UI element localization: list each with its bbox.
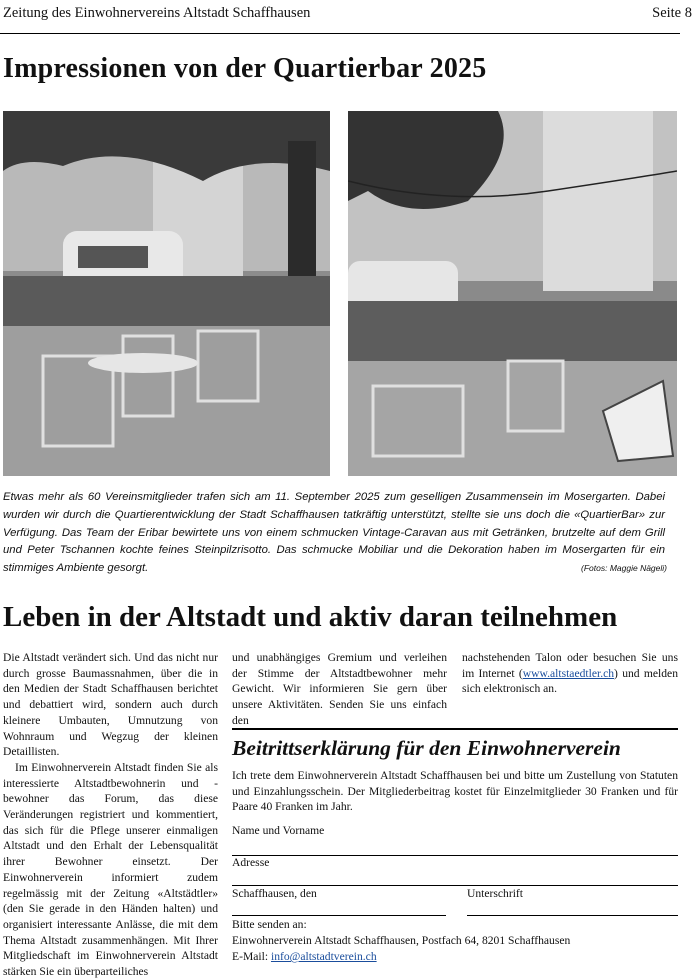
signature-label: Unterschrift xyxy=(467,887,524,900)
header-divider xyxy=(0,33,680,34)
place-date-input-line[interactable] xyxy=(232,915,446,916)
caption-text: Etwas mehr als 60 Vereinsmitglieder trafen sich am 11. September 2025 zum geselligen Zusammensein im Mosergarten. Dabei wurden wir durch die Quartierentwicklung der Stadt Schaffhausen tatkräftig unterstützt, stellte sie uns doch die «QuartierBar» zur Verfügung. Das Team der Eribar bewirtete uns von einem schmucken Vintage-Caravan aus mit Getränken, brutzelte auf dem Grill und Peter Tschannen kochte feines Steinpilzrisotto. Das schmucke Mobiliar und die Dekoration haben im Mosergarten für ein stimmiges Ambiente gesorgt. xyxy=(3,491,665,575)
column3-text-before: nachstehenden Talon oder besuchen Sie uns im Internet ( xyxy=(462,651,678,680)
article-column-3 xyxy=(462,650,678,697)
photo-quartierbar-left xyxy=(3,111,330,476)
form-title: Beitrittserklärung für den Einwohnerverein xyxy=(232,736,621,760)
section-title-impressions: Impressionen von der Quartierbar 2025 xyxy=(3,53,487,84)
photo-quartierbar-right xyxy=(348,111,677,476)
form-top-rule xyxy=(232,728,678,730)
email-link[interactable]: info@altstadtverein.ch xyxy=(270,950,377,963)
name-label: Name und Vorname xyxy=(232,824,325,837)
form-intro: Ich trete dem Einwohnerverein Altstadt Schaffhausen bei und bitte um Zustellung von Statuten und Einzahlungsschein. Der Mitgliederbeitrag kostet für Einzelmitglieder 30 Franken und für Paare 40 Franken im Jahr. xyxy=(232,769,678,814)
article-paragraph xyxy=(462,650,678,697)
send-address: Einwohnerverein Altstadt Schaffhausen, Postfach 64, 8201 Schaffhausen xyxy=(232,934,571,947)
column3-text-after: ) und melden sich elektronisch an. xyxy=(462,666,678,696)
photo-credit: (Fotos: Maggie Nägeli) xyxy=(581,563,667,574)
article-paragraph: Die Altstadt verändert sich. Und das nicht nur durch grosse Baumassnahmen, über die in den Medien der Stadt Schaffhausen berichtet und debattiert wird, sondern auch durch kleinere Umbauten, Umnutzung von Wohnraum und Wegzug der kleinen Detaillisten. xyxy=(3,651,218,759)
send-to-label: Bitte senden an: xyxy=(232,918,307,931)
address-input-line[interactable] xyxy=(232,885,678,886)
signature-input-line[interactable] xyxy=(467,915,678,916)
section-title-altstadt: Leben in der Altstadt und aktiv daran teilnehmen xyxy=(3,601,618,633)
email-label: E-Mail: xyxy=(232,950,271,963)
article-paragraph: Im Einwohnerverein Altstadt finden Sie als interessierte Altstadtbewohnerin und -bewohner das Forum, das diese Veränderungen registriert und kommentiert, das sich für die Pflege unserer einmaligen Altstadt und den Erhalt der Lebensqualität ihrer Bewohner einsetzt. Der Einwohnerverein informiert zudem regelmässig mit der Zeitung «Altstädtler» (den Sie gerade in den Händen halten) und organisiert interessante Anlässe, die mit dem Thema Altstadt zusammenhängen. Mit Ihrer Mitgliedschaft im Einwohnerverein Altstadt stärken Sie ein überparteiliches xyxy=(3,760,218,979)
website-link[interactable]: www.altstaedtler.ch xyxy=(522,666,615,680)
email-line xyxy=(232,950,377,963)
article-paragraph: und unabhängiges Gremium und verleihen der Stimme der Altstadtbewohner mehr Gewicht. Wir informieren Sie gern über unsere Aktivitäten. Senden Sie uns einfach den xyxy=(232,651,447,727)
article-column-1 xyxy=(3,650,218,980)
place-date-label: Schaffhausen, den xyxy=(232,887,317,900)
name-input-line[interactable] xyxy=(232,855,678,856)
address-label: Adresse xyxy=(232,856,270,869)
newspaper-title: Zeitung des Einwohnervereins Altstadt Schaffhausen xyxy=(3,5,311,21)
article-column-2 xyxy=(232,650,447,729)
page-number: Seite 8 xyxy=(652,5,692,21)
photo-caption xyxy=(3,489,665,578)
